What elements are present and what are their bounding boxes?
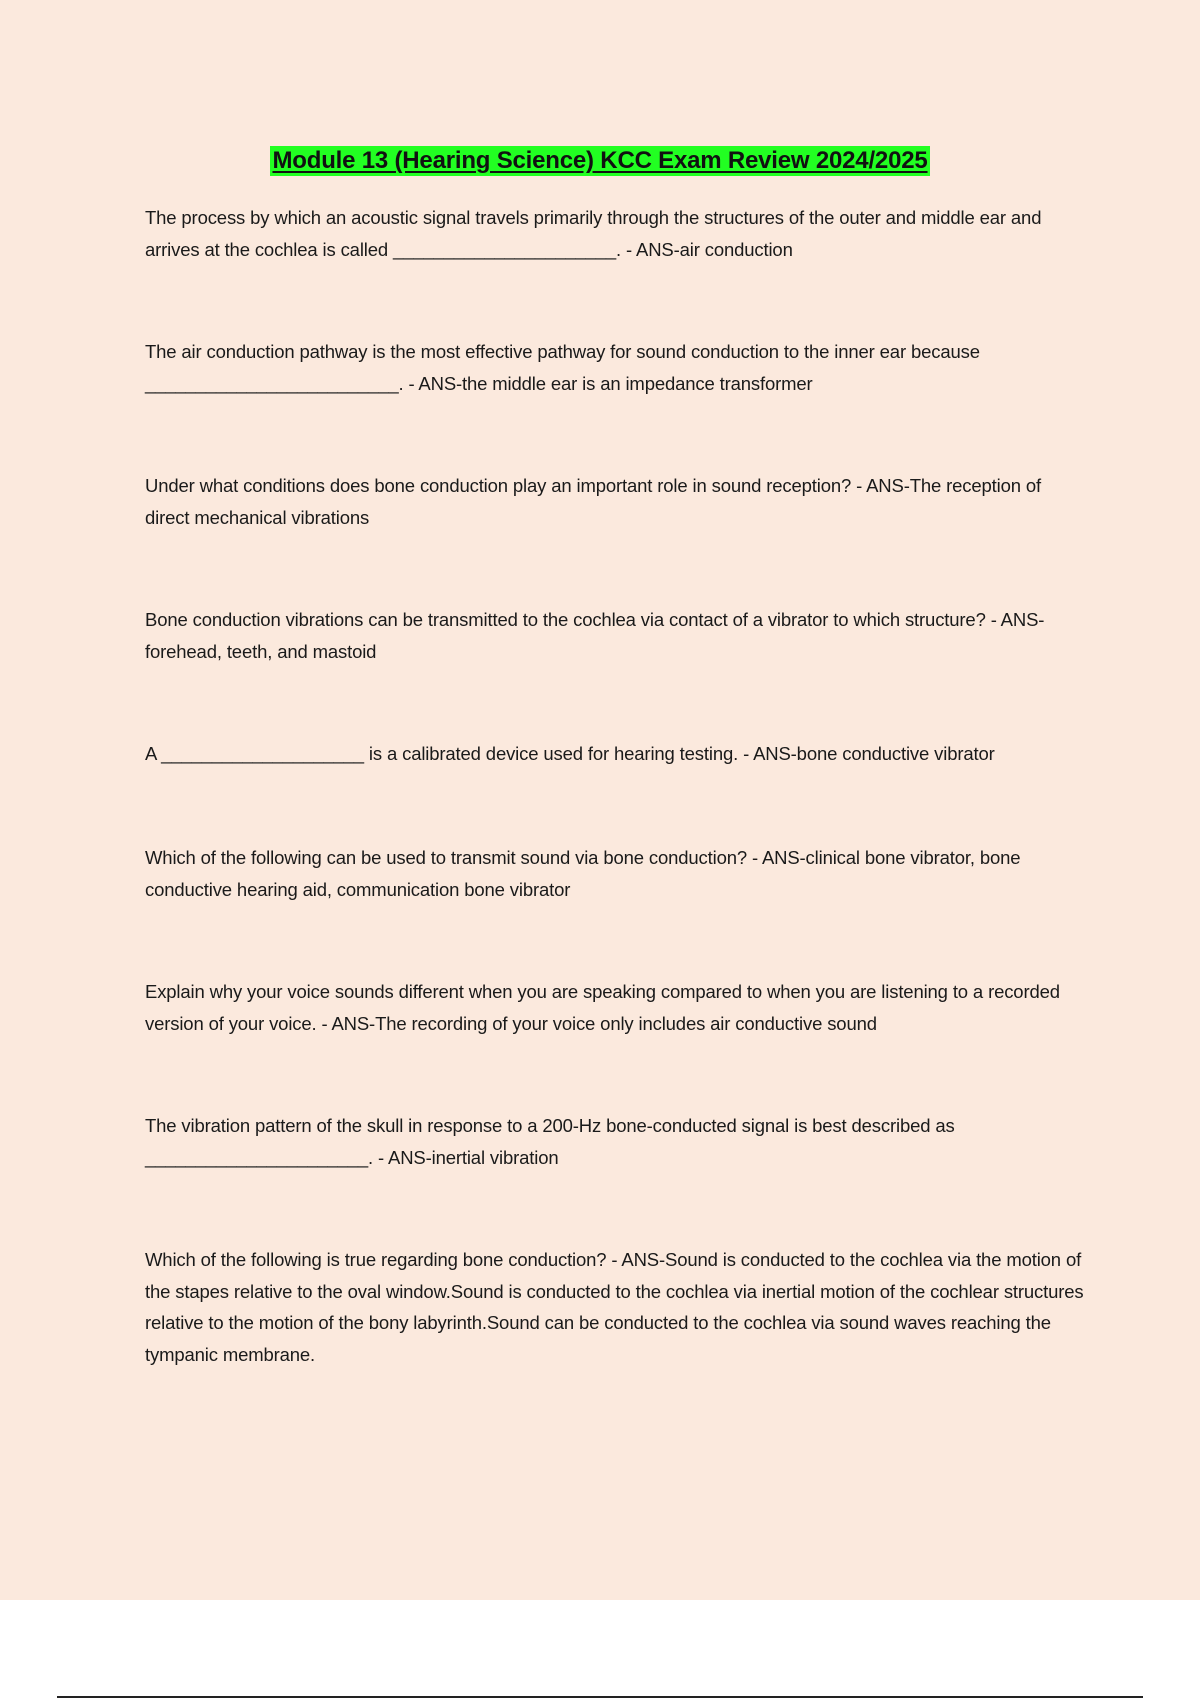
qa-item-6: Which of the following can be used to transmit sound via bone conduction? - ANS-clinical bone vibrator, bone conductive hearing aid, communication bone vibrator: [145, 847, 1021, 900]
document-title: Module 13 (Hearing Science) KCC Exam Review 2024/2025: [272, 147, 928, 174]
qa-item-1: The process by which an acoustic signal travels primarily through the structures of the outer and middle ear and arrives at the cochlea is called ______________________. - ANS-air conduction: [145, 207, 1042, 260]
qa-item-3: Under what conditions does bone conduction play an important role in sound reception? - ANS-The reception of direct mechanical vibrations: [145, 475, 1041, 528]
qa-item-2: The air conduction pathway is the most effective pathway for sound conduction to the inner ear because _________________________. - ANS-the middle ear is an impedance transformer: [145, 341, 980, 394]
title-container: [0, 146, 1200, 176]
qa-item-9: Which of the following is true regarding bone conduction? - ANS-Sound is conducted to the cochlea via the motion of the stapes relative to the oval window.Sound is conducted to the cochlea via inertial motion of the cochlear structures relative to the motion of the bony labyrinth.Sound can be conducted to the cochlea via sound waves reaching the tympanic membrane.: [145, 1249, 1084, 1365]
qa-item-5: A ____________________ is a calibrated device used for hearing testing. - ANS-bone conductive vibrator: [145, 743, 995, 764]
qa-item-8: The vibration pattern of the skull in response to a 200-Hz bone-conducted signal is best described as ______________________. - ANS-inertial vibration: [145, 1115, 955, 1168]
bottom-divider: [57, 1696, 1143, 1698]
qa-item-7: Explain why your voice sounds different when you are speaking compared to when you are listening to a recorded version of your voice. - ANS-The recording of your voice only includes air conductive sound: [145, 981, 1060, 1034]
qa-item-4: Bone conduction vibrations can be transmitted to the cochlea via contact of a vibrator to which structure? - ANS-forehead, teeth, and mastoid: [145, 609, 1045, 662]
